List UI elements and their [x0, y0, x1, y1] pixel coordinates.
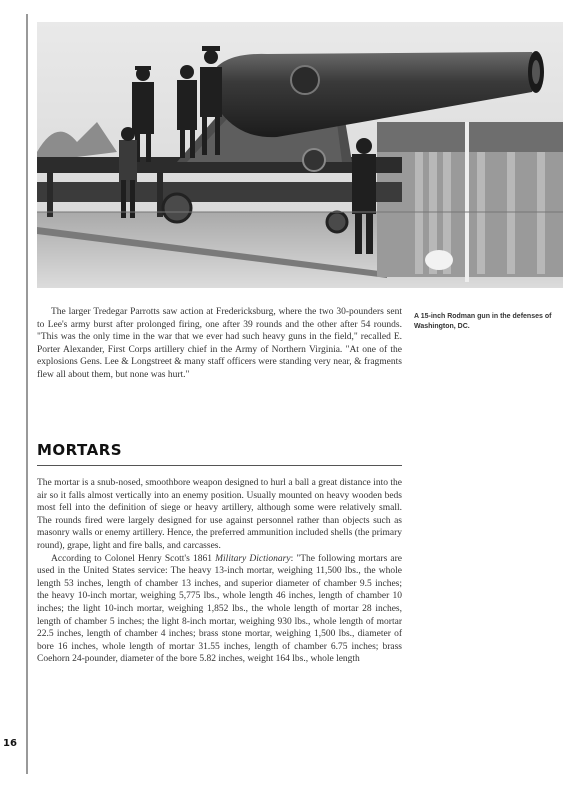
heading-underline	[37, 465, 402, 466]
paragraph-mortar-definition: The mortar is a snub-nosed, smoothbore weapon designed to hurl a ball a great distance into the air so it falls almost vertically into an enemy position. Usually mounted on heavy wooden beds most fell into the definition of siege or heavy artillery, although some were relatively small. The rounds fired were largely designed for use against personnel rather than objects such as masonry walls or enemy artillery. Hence, the preferred ammunition included shells (the primary round), grape, light and fire balls, and carcasses.	[37, 478, 402, 551]
paragraph-scott-dictionary	[37, 553, 402, 666]
page-number: 16	[3, 738, 17, 749]
section-heading-mortars: MORTARS	[37, 441, 123, 459]
photo-caption: A 15-inch Rodman gun in the defenses of Washington, DC.	[414, 313, 552, 330]
page-margin-rule	[26, 14, 28, 774]
cannon-photograph	[37, 22, 563, 288]
book-title-military-dictionary: Military Dictionary	[215, 553, 291, 564]
paragraph-tredegar-parrotts: The larger Tredegar Parrotts saw action at Fredericksburg, where the two 30-pounders sent to Lee's army burst after prolonged firing, one after 39 rounds and the other after 54 rounds. "This was the only time in the war that we ever had such heavy guns in the field," recalled E. Porter Alexander, First Corps artillery chief in the Army of Northern Virginia. "At one of the explosions Gens. Lee & Longstreet & many staff officers were standing very near, & fragments flew all about them, but none was hurt."	[37, 307, 402, 380]
intro-text-block	[37, 306, 402, 382]
scott-text-start: According to Colonel Henry Scott's 1861	[51, 553, 216, 564]
scott-text-rest: : "The following mortars are used in the United States service: The heavy 13-inch mortar, weighing 11,500 lbs., the whole length 53 inches, length of chamber 13 inches, and superior diameter of chamber 9.5 inches; the heavy 10-inch mortar, weighing 5,775 lbs., whole length 46 inches, length of chamber 10 inches; the light 10-inch mortar, weighing 1,852 lbs., the whole length of mortar 28 inches, length of chamber 5 inches; the light 8-inch mortar, weighing 930 lbs., whole length of mortar 22.5 inches, length of chamber 4 inches; brass stone mortar, weighing 1,500 lbs., diameter of bore 16 inches, whole length of mortar 31.55 inches, length of chamber 6.75 inches; brass Coehorn 24-pounder, diameter of the bore 5.82 inches, weight 164 lbs., whole length	[37, 553, 403, 665]
mortars-text-block	[37, 477, 402, 666]
